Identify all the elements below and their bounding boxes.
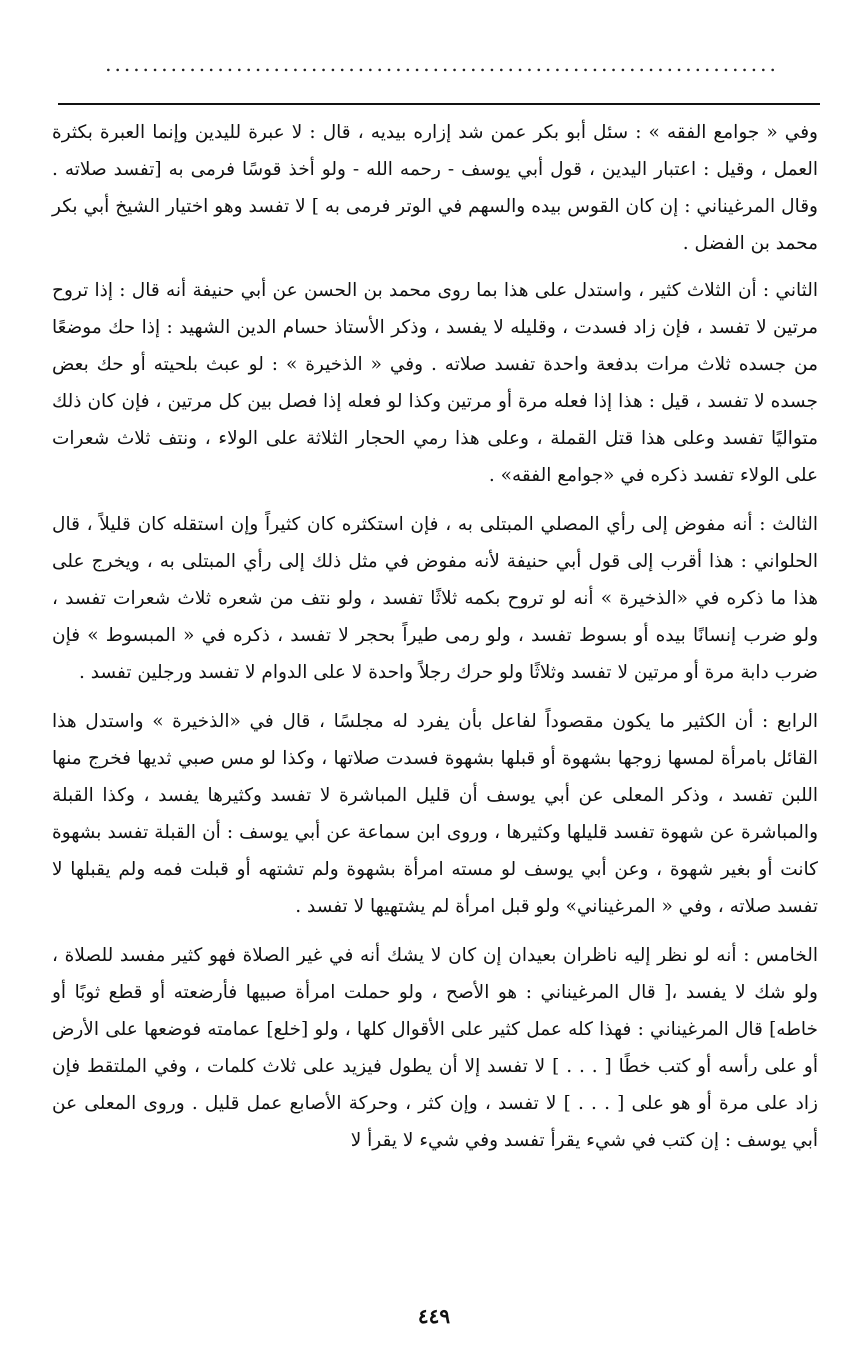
paragraph-intro: وفي « جوامع الفقه » : سئل أبو بكر عمن شد إزاره بيديه ، قال : لا عبرة لليدين وإنما العبرة بكثرة العمل ، وقيل : اعتبار اليدين ، قول أبي يوسف - رحمه الله - ولو أخذ قوسًا فرمى به [تفسد صلاته . وقال المرغيناني : إن كان القوس بيده والسهم في الوتر فرمى به ] لا تفسد وهو اختيار الشيخ أبي بكر محمد بن الفضل .	[52, 122, 818, 254]
paragraph-fourth: الرابع : أن الكثير ما يكون مقصوداً لفاعل بأن يفرد له مجلسًا ، قال في «الذخيرة » واستدل هذا القائل بامرأة لمسها زوجها بشهوة أو قبلها بشهوة فسدت صلاتها ، وكذا لو مس صبي ثديها فخرج منها اللبن تفسد ، وذكر المعلى عن أبي يوسف أن قليل المباشرة لا تفسد وكثيرها يفسد ، وكذا القبلة والمباشرة عن شهوة تفسد قليلها وكثيرها ، وروى ابن سماعة عن أبي يوسف : أن القبلة تفسد بشهوة كانت أو بغير شهوة ، وعن أبي يوسف لو مسته امرأة بشهوة ولم تشتهه أو قبلت فمه ولم يقبلها لا تفسد صلاته ، وفي « المرغيناني» ولو قبل امرأة لم يشتهيها لا تفسد .	[52, 711, 818, 917]
paragraph-third: الثالث : أنه مفوض إلى رأي المصلي المبتلى به ، فإن استكثره كان كثيراً وإن استقله كان قليلاً ، قال الحلواني : هذا أقرب إلى قول أبي حنيفة لأنه مفوض في مثل ذلك إلى رأي المبتلى به ، ويخرج على هذا ما ذكره في «الذخيرة » أنه لو تروح بكمه ثلاثًا تفسد ، ولو نتف من شعره ثلاث شعرات تفسد ، ولو ضرب إنسانًا بيده أو بسوط تفسد ، ولو رمى طيراً بحجر لا تفسد ، ذكره في « المبسوط » فإن ضرب دابة مرة أو مرتين لا تفسد وثلاثًا ولو حرك رجلاً واحدة لا على الدوام لا تفسد ورجلين تفسد .	[52, 514, 818, 683]
paragraph-second: الثاني : أن الثلاث كثير ، واستدل على هذا بما روى محمد بن الحسن عن أبي حنيفة أنه قال : إذا تروح مرتين لا تفسد ، فإن زاد فسدت ، وقليله لا يفسد ، وذكر الأستاذ حسام الدين الشهيد : إذا حك موضعًا من جسده ثلاث مرات بدفعة واحدة تفسد صلاته . وفي « الذخيرة » : لو عبث بلحيته أو حك بعض جسده لا تفسد ، قيل : هذا إذا فعله مرة أو مرتين وكذا لو فعله إذا فصل بين كل مرتين ، فإن كان ذلك متواليًا تفسد وعلى هذا قتل القملة ، وعلى هذا رمي الحجار الثلاثة على الولاء ، ونتف ثلاث شعرات على الولاء تفسد ذكره في «جوامع الفقه» .	[52, 280, 818, 486]
paragraph-fifth: الخامس : أنه لو نظر إليه ناظران بعيدان إن كان لا يشك أنه في غير الصلاة فهو كثير مفسد للصلاة ، ولو شك لا يفسد ،[ قال المرغيناني : هو الأصح ، ولو حملت امرأة صبيها فأرضعته أو قطع ثوبًا أو خاطه] قال المرغيناني : فهذا كله عمل كثير على الأقوال كلها ، ولو [خلع] عمامته فوضعها على الأرض أو على رأسه أو كتب خطًا [ . . . ] لا تفسد إلا أن يطول فيزيد على ثلاث كلمات ، وفي الملتقط فإن زاد على مرة أو هو على [ . . . ] لا تفسد ، وإن كثر ، وحركة الأصابع عمل قليل . وروى المعلى عن أبي يوسف : إن كتب في شيء يقرأ تفسد وفي شيء لا يقرأ لا	[52, 945, 818, 1151]
main-text	[52, 114, 818, 1171]
header-dotted-line: ........................................................................	[105, 52, 779, 76]
header-rule	[58, 103, 820, 105]
page-number: ٤٤٩	[417, 1304, 451, 1328]
